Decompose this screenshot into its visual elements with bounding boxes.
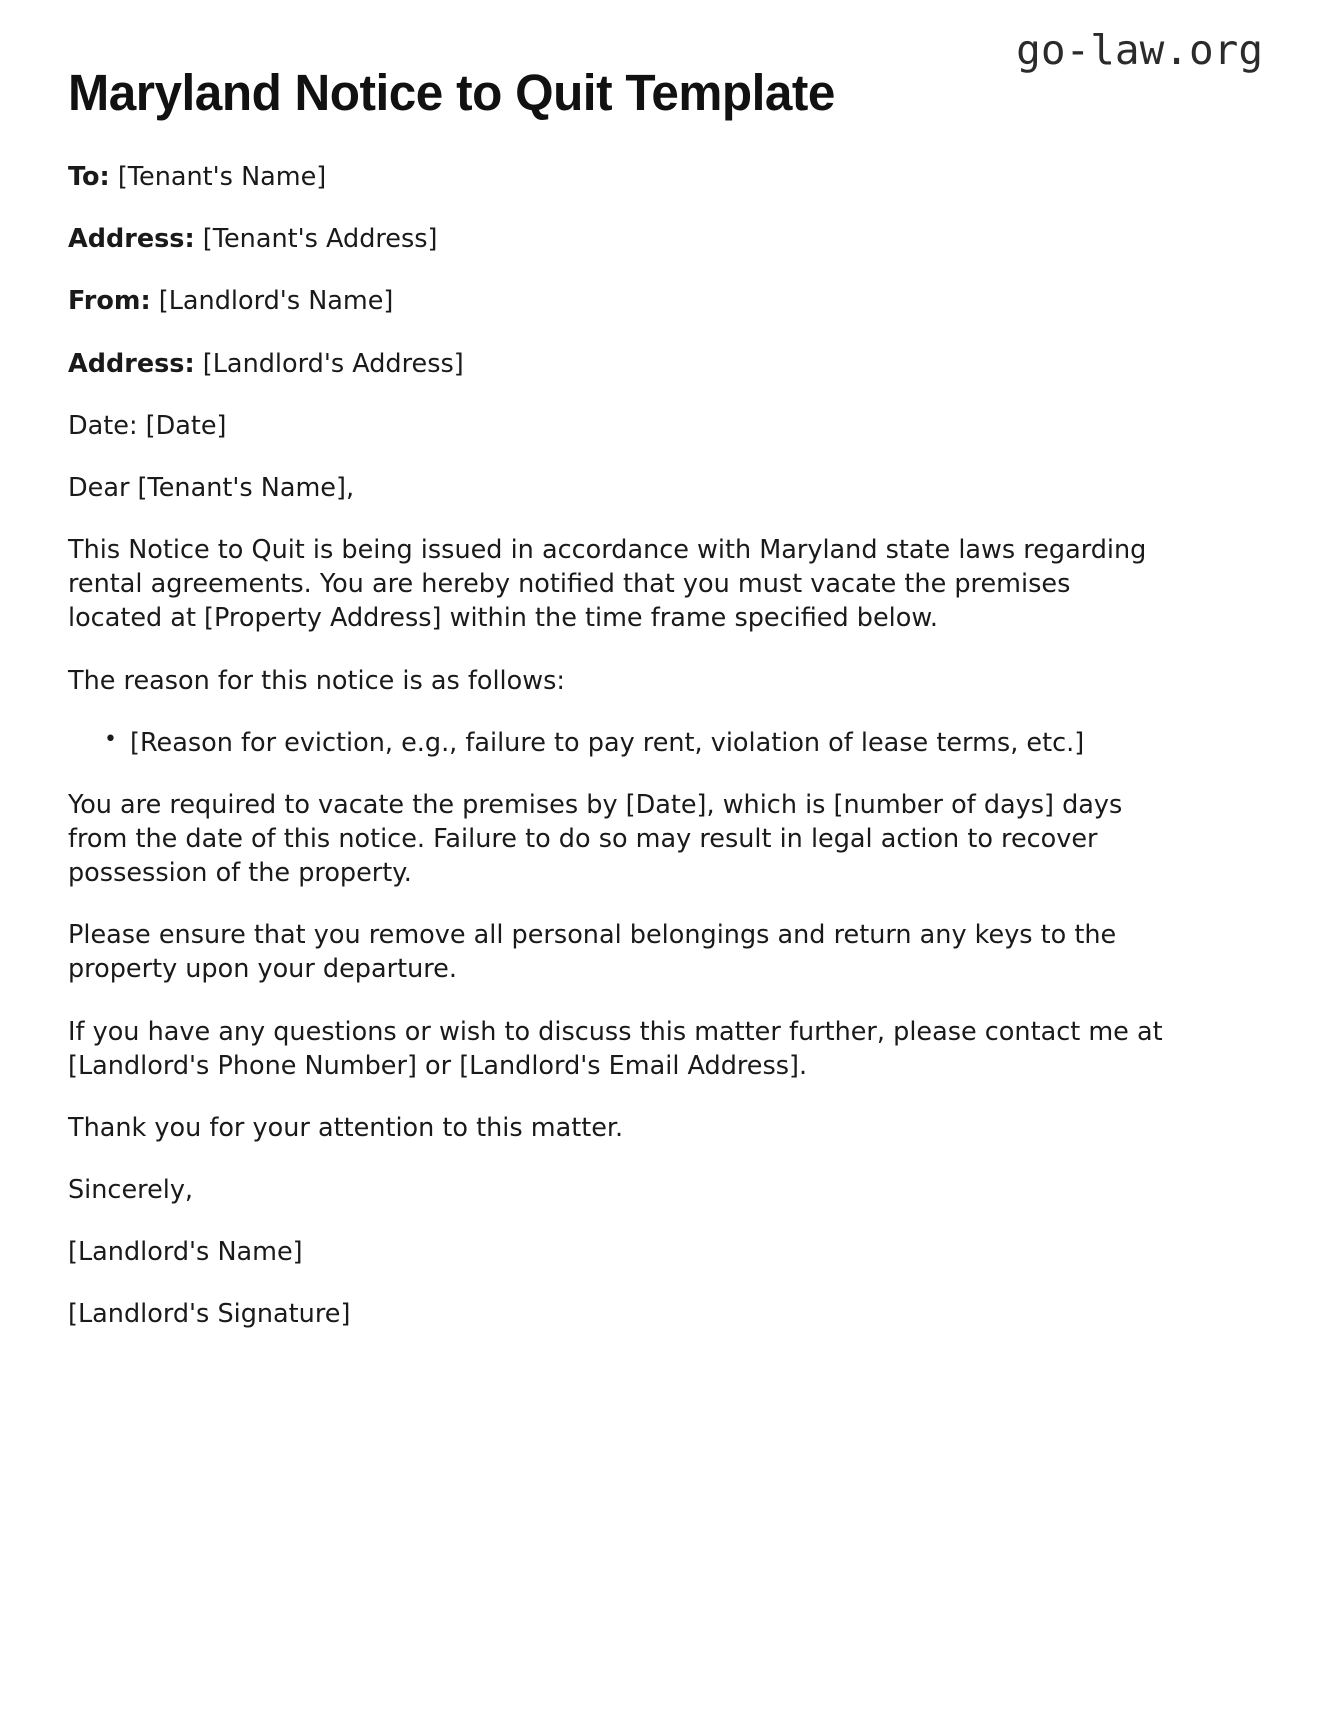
salutation: Dear [Tenant's Name], <box>68 472 355 503</box>
field-value-from: [Landlord's Name] <box>158 286 394 317</box>
closing: Sincerely, <box>68 1175 194 1206</box>
brand-header <box>68 0 1263 74</box>
date-line: Date: [Date] <box>68 410 227 441</box>
paragraph-intro: This Notice to Quit is being issued in accordance with Maryland state laws regarding rental agreements. You are hereby notified that you must vacate the premises located at [Property Address] within the time frame specified below. <box>68 535 1147 634</box>
site-logo-text: go-law.org <box>1016 26 1263 74</box>
field-row-landlord-address <box>68 347 1168 381</box>
document-body <box>68 160 1263 1331</box>
field-value-tenant-address: [Tenant's Address] <box>202 224 438 255</box>
field-row-from <box>68 284 1168 318</box>
field-label-landlord-address: Address: <box>68 348 195 379</box>
field-label-tenant-address: Address: <box>68 224 195 255</box>
paragraph-thanks: Thank you for your attention to this matter. <box>68 1112 624 1143</box>
list-item: • [Reason for eviction, e.g., failure to pay rent, violation of lease terms, etc.] <box>130 726 1263 760</box>
field-row-tenant-address <box>68 222 1168 256</box>
paragraph-vacate: You are required to vacate the premises by [Date], which is [number of days] days from the date of this notice. Failure to do so may result in legal action to recover possession of the property. <box>68 789 1123 889</box>
page-title: Maryland Notice to Quit Template <box>68 64 835 121</box>
reason-heading: The reason for this notice is as follows: <box>68 665 565 696</box>
signer-name: [Landlord's Name] <box>68 1237 303 1268</box>
field-label-to: To: <box>68 162 110 193</box>
field-value-landlord-address: [Landlord's Address] <box>202 348 464 379</box>
field-row-to <box>68 160 1168 194</box>
reason-list <box>68 726 1263 760</box>
paragraph-belongings: Please ensure that you remove all personal belongings and return any keys to the property upon your departure. <box>68 920 1117 985</box>
field-value-to: [Tenant's Name] <box>117 162 327 193</box>
paragraph-contact: If you have any questions or wish to discuss this matter further, please contact me at [Landlord's Phone Number] or [Landlord's Email Address]. <box>68 1016 1163 1081</box>
field-label-from: From: <box>68 286 151 317</box>
signature-line: [Landlord's Signature] <box>68 1299 351 1330</box>
